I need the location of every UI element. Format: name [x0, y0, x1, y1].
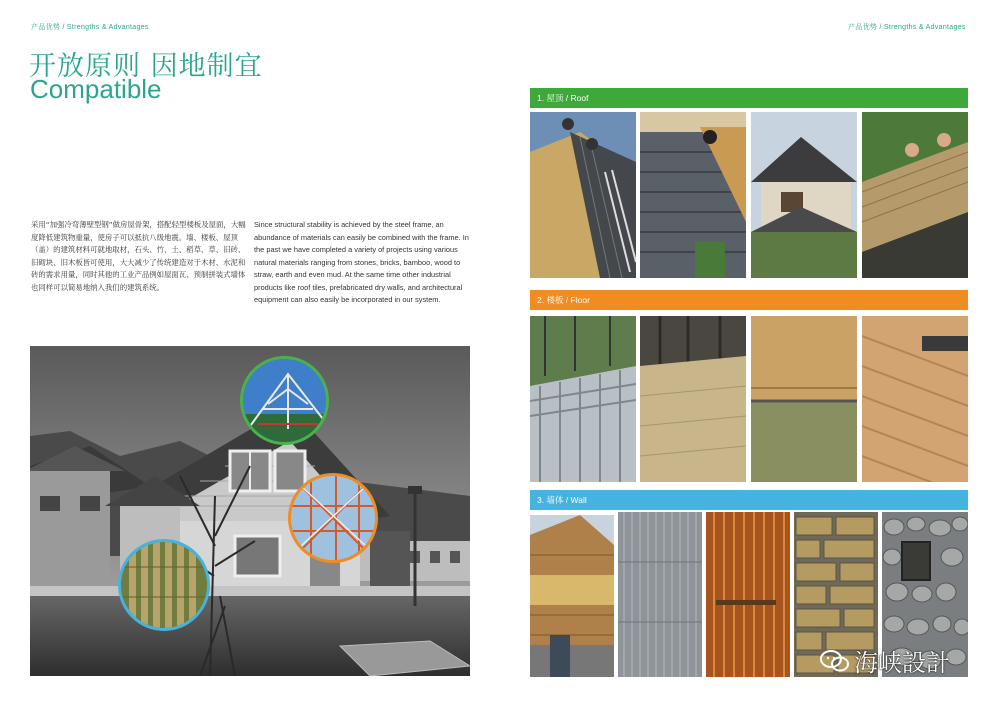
description-en: Since structural stability is achieved by the steel frame, an abundance of materials can easily be combined with the frame. In the past we have completed a variety of projects using various natural materials ranging from stones, bricks, bamboo, wood to straw, earth and even mud. At the same time other industrial products like roof tiles, prefabricated dry walls, and architectural equipment can also easily be incorporated in our system. — [254, 220, 469, 304]
section-header-roof: 1. 屋顶 / Roof — [530, 88, 968, 108]
bamboo-wall-icon — [121, 542, 207, 628]
wechat-icon — [820, 649, 850, 673]
photo-floor-3 — [751, 316, 857, 482]
photo-wall-1 — [530, 515, 614, 677]
steel-structure-icon — [291, 476, 375, 560]
photo-wall-2 — [618, 512, 702, 677]
detail-circle-steel-structure — [288, 473, 378, 563]
page-title-en: Compatible — [30, 74, 162, 104]
photo-roof-3 — [751, 112, 857, 278]
photo-roof-1 — [530, 112, 636, 278]
watermark — [820, 643, 950, 678]
floor-photo-4 — [862, 316, 968, 482]
photo-roof-4 — [862, 112, 968, 278]
wall-photo-1 — [530, 515, 614, 677]
wall-photo-2 — [618, 512, 702, 677]
house-photo — [30, 346, 470, 676]
floor-photo-1 — [530, 316, 636, 482]
wall-photo-3 — [706, 512, 790, 677]
floor-photo-3 — [751, 316, 857, 482]
breadcrumb-left: 产品优势 / Strengths & Advantages — [31, 24, 149, 31]
floor-photo-2 — [640, 316, 746, 482]
section-header-floor: 2. 楼板 / Floor — [530, 290, 968, 310]
roof-photo-2 — [640, 112, 746, 278]
steel-frame-icon — [243, 359, 326, 442]
page-title-cn: 开放原则 因地制宜 — [29, 51, 263, 82]
roof-photo-4 — [862, 112, 968, 278]
photo-floor-4 — [862, 316, 968, 482]
photo-floor-2 — [640, 316, 746, 482]
photo-roof-2 — [640, 112, 746, 278]
roof-photo-1 — [530, 112, 636, 278]
description-cn: 采用“加强冷弯薄壁型钢”做房屋骨架，搭配轻型楼板及屋面，大幅度降低建筑物重量，使房子可以抵抗八级地震。墙、楼板、屋顶（盖）的建筑材料可就地取材，石头、竹、土、稻草、草、旧砖、旧砌块、旧木板皆可使用，大大减少了传统建造对于木材、水泥和砖的需求用量，同时其他的工业产品例如屋面瓦、预制拼装式墙体也同样可以简易地纳入我们的建筑系统。 — [31, 220, 246, 292]
detail-circle-bamboo-wall — [118, 539, 210, 631]
roof-photo-3 — [751, 112, 857, 278]
detail-circle-roof-frame — [240, 356, 329, 445]
photo-wall-3 — [706, 512, 790, 677]
watermark-text: 海峡設計 — [854, 649, 950, 677]
section-header-wall: 3. 墙体 / Wall — [530, 490, 968, 510]
photo-floor-1 — [530, 316, 636, 482]
breadcrumb-right: 产品优势 / Strengths & Advantages — [848, 24, 966, 31]
